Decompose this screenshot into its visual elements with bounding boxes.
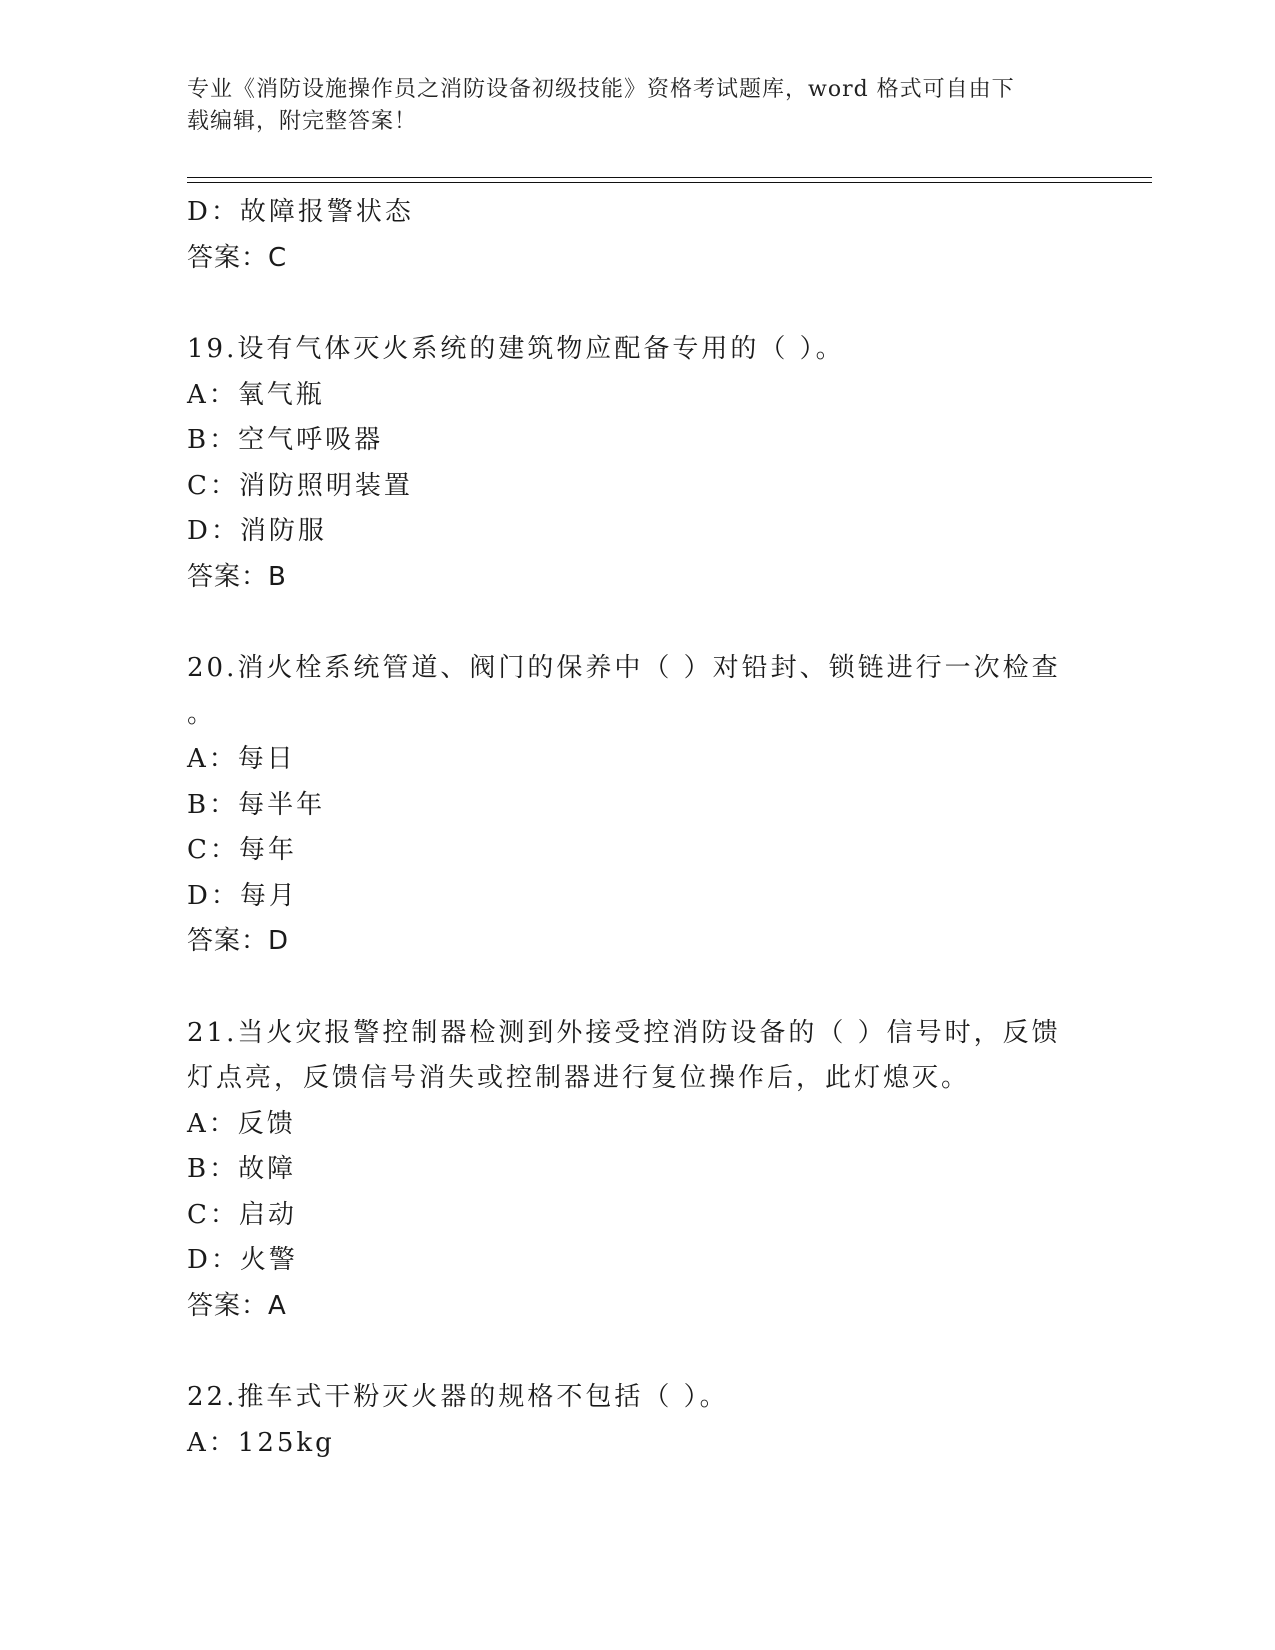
option-a: A：反馈 [187,1108,296,1139]
header-line-1: 专业《消防设施操作员之消防设备初级技能》资格考试题库，word 格式可自由下 [187,77,1015,102]
header-line-2: 载编辑，附完整答案！ [187,109,418,134]
question-22 [187,1375,1067,1466]
question-stem: 22.推车式干粉灭火器的规格不包括（ ）。 [187,1382,729,1412]
option-c: C：每年 [187,835,297,865]
question-20 [187,646,1067,965]
question-stem: 19.设有气体灭火系统的建筑物应配备专用的（ ）。 [187,334,845,364]
prev-option-d: D：故障报警状态 [187,197,414,227]
question-19 [187,327,1067,600]
answer: 答案：B [187,561,287,592]
option-b: B：每半年 [187,789,326,820]
question-stem-continued: 。 [187,698,217,729]
option-d: D：消防服 [187,516,327,546]
question-stem: 20.消火栓系统管道、阀门的保养中（ ）对铅封、锁链进行一次检查 [187,653,1061,683]
option-c: C：消防照明装置 [187,470,413,501]
question-stem: 21.当火灾报警控制器检测到外接受控消防设备的（ ）信号时，反馈 [187,1017,1061,1048]
answer: 答案：A [187,1290,287,1321]
document-header [187,74,1067,138]
option-a: A：每日 [187,744,296,774]
header-rule-bottom [187,182,1152,183]
prev-answer: 答案：C [187,242,288,273]
option-a: A：氧气瓶 [187,379,325,410]
option-c: C：启动 [187,1199,297,1230]
option-a: A：125kg [187,1427,335,1458]
question-21 [187,1011,1067,1330]
answer: 答案：D [187,926,290,956]
option-b: B：空气呼吸器 [187,425,384,455]
header-rule-top [187,177,1152,178]
option-d: D：每月 [187,880,298,911]
question-list [187,190,1067,1466]
question-stem-continued: 灯点亮，反馈信号消失或控制器进行复位操作后，此灯熄灭。 [187,1063,971,1093]
option-b: B：故障 [187,1154,297,1184]
option-d: D：火警 [187,1245,298,1275]
